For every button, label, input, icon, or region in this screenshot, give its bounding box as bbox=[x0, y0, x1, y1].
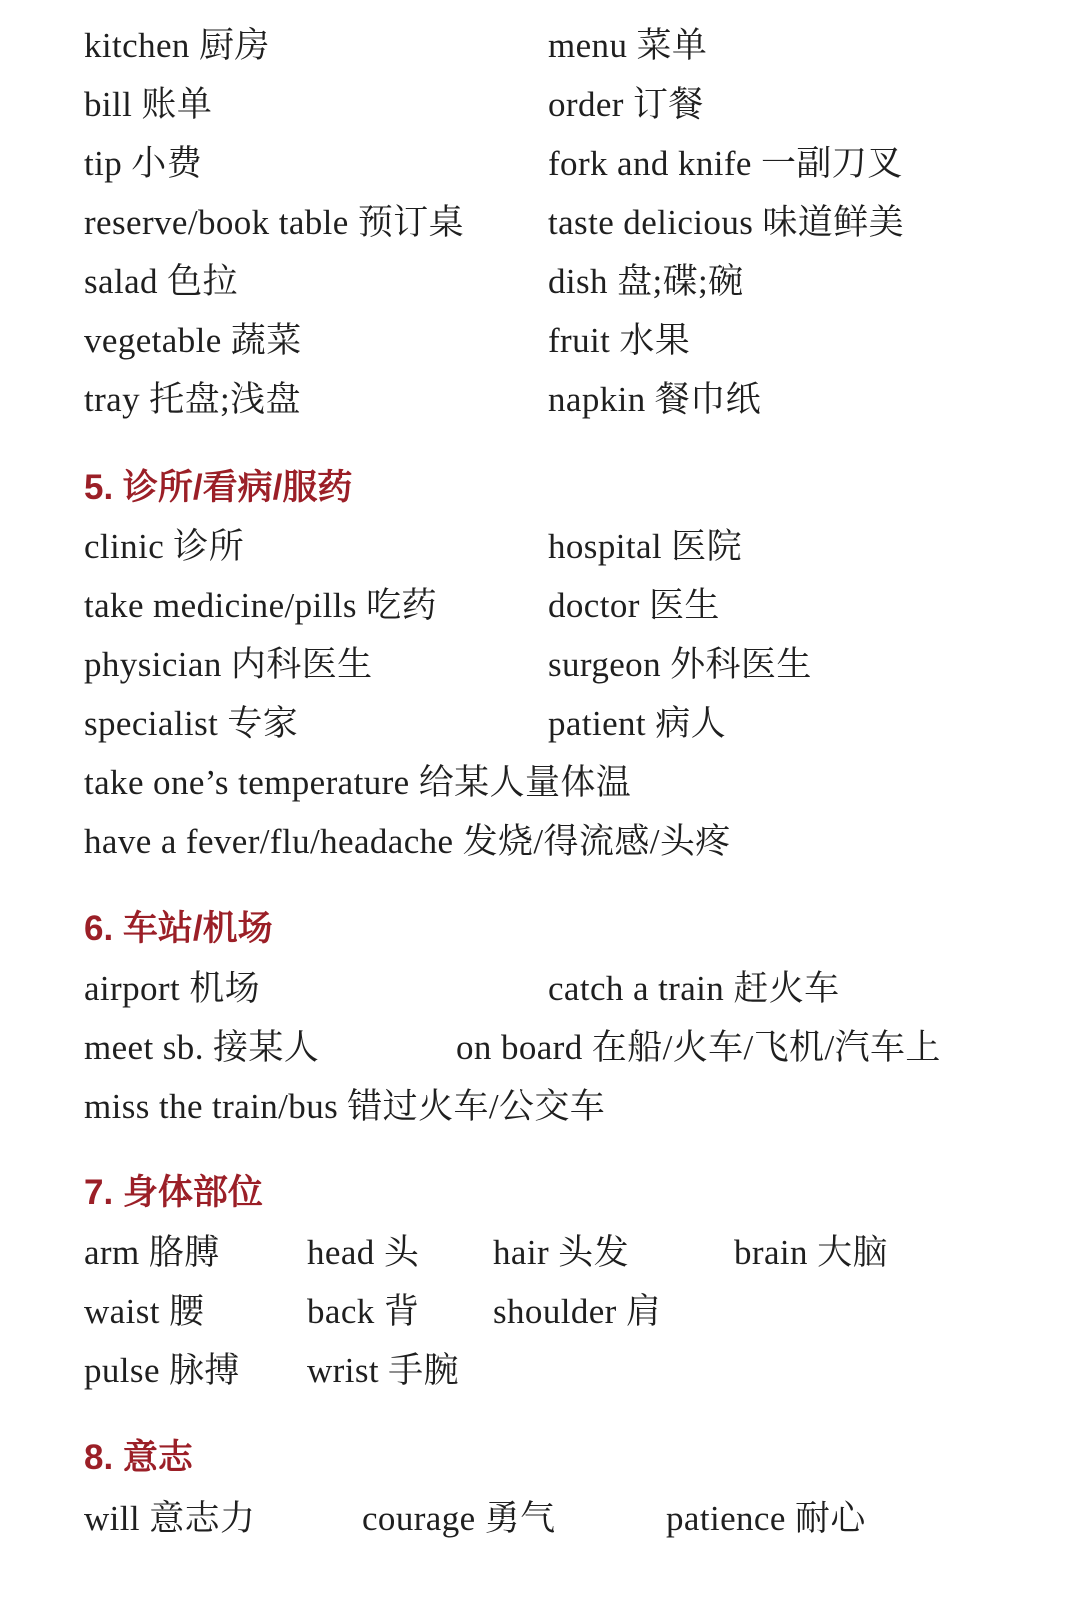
vocab-item: pulse 脉搏 bbox=[84, 1351, 240, 1390]
vocab-item: meet sb. 接某人 bbox=[84, 1028, 320, 1067]
vocab-item: kitchen 厨房 bbox=[84, 26, 270, 65]
vocab-item: on board 在船/火车/飞机/汽车上 bbox=[456, 1028, 941, 1067]
vocab-item: vegetable 蔬菜 bbox=[84, 321, 302, 360]
vocab-item: salad 色拉 bbox=[84, 262, 238, 301]
vocab-item: bill 账单 bbox=[84, 85, 213, 124]
vocab-item: wrist 手腕 bbox=[307, 1351, 459, 1390]
vocab-item: hospital 医院 bbox=[548, 527, 742, 566]
vocab-item: courage 勇气 bbox=[362, 1499, 556, 1538]
vocab-item: fork and knife 一副刀叉 bbox=[548, 144, 903, 183]
vocab-item: taste delicious 味道鲜美 bbox=[548, 203, 905, 242]
vocab-item: hair 头发 bbox=[493, 1233, 629, 1272]
vocab-item: shoulder 肩 bbox=[493, 1292, 662, 1331]
section-heading: 7. 身体部位 bbox=[84, 1173, 263, 1212]
vocab-item: tray 托盘;浅盘 bbox=[84, 380, 301, 419]
section-heading: 8. 意志 bbox=[84, 1438, 193, 1477]
vocab-item: patience 耐心 bbox=[666, 1499, 866, 1538]
vocab-item: fruit 水果 bbox=[548, 321, 691, 360]
vocab-item: tip 小费 bbox=[84, 144, 203, 183]
vocab-item: catch a train 赶火车 bbox=[548, 969, 840, 1008]
vocab-item: miss the train/bus 错过火车/公交车 bbox=[84, 1087, 606, 1126]
vocab-item: doctor 医生 bbox=[548, 586, 720, 625]
vocab-item: order 订餐 bbox=[548, 85, 704, 124]
vocab-item: reserve/book table 预订桌 bbox=[84, 203, 465, 242]
vocab-item: napkin 餐巾纸 bbox=[548, 380, 762, 419]
vocab-item: clinic 诊所 bbox=[84, 527, 245, 566]
vocab-item: take medicine/pills 吃药 bbox=[84, 586, 437, 625]
vocab-item: have a fever/flu/headache 发烧/得流感/头疼 bbox=[84, 822, 731, 861]
vocab-item: will 意志力 bbox=[84, 1499, 256, 1538]
vocab-item: surgeon 外科医生 bbox=[548, 645, 812, 684]
vocab-item: head 头 bbox=[307, 1233, 420, 1272]
section-heading: 6. 车站/机场 bbox=[84, 909, 273, 948]
vocab-item: arm 胳膊 bbox=[84, 1233, 220, 1272]
vocab-item: menu 菜单 bbox=[548, 26, 708, 65]
vocab-item: brain 大脑 bbox=[734, 1233, 888, 1272]
vocab-item: waist 腰 bbox=[84, 1292, 205, 1331]
section-heading: 5. 诊所/看病/服药 bbox=[84, 468, 353, 507]
vocab-item: specialist 专家 bbox=[84, 704, 299, 743]
vocab-item: take one’s temperature 给某人量体温 bbox=[84, 763, 632, 802]
vocab-item: dish 盘;碟;碗 bbox=[548, 262, 744, 301]
vocab-item: patient 病人 bbox=[548, 704, 726, 743]
vocab-item: back 背 bbox=[307, 1292, 420, 1331]
vocab-item: airport 机场 bbox=[84, 969, 261, 1008]
vocab-item: physician 内科医生 bbox=[84, 645, 373, 684]
